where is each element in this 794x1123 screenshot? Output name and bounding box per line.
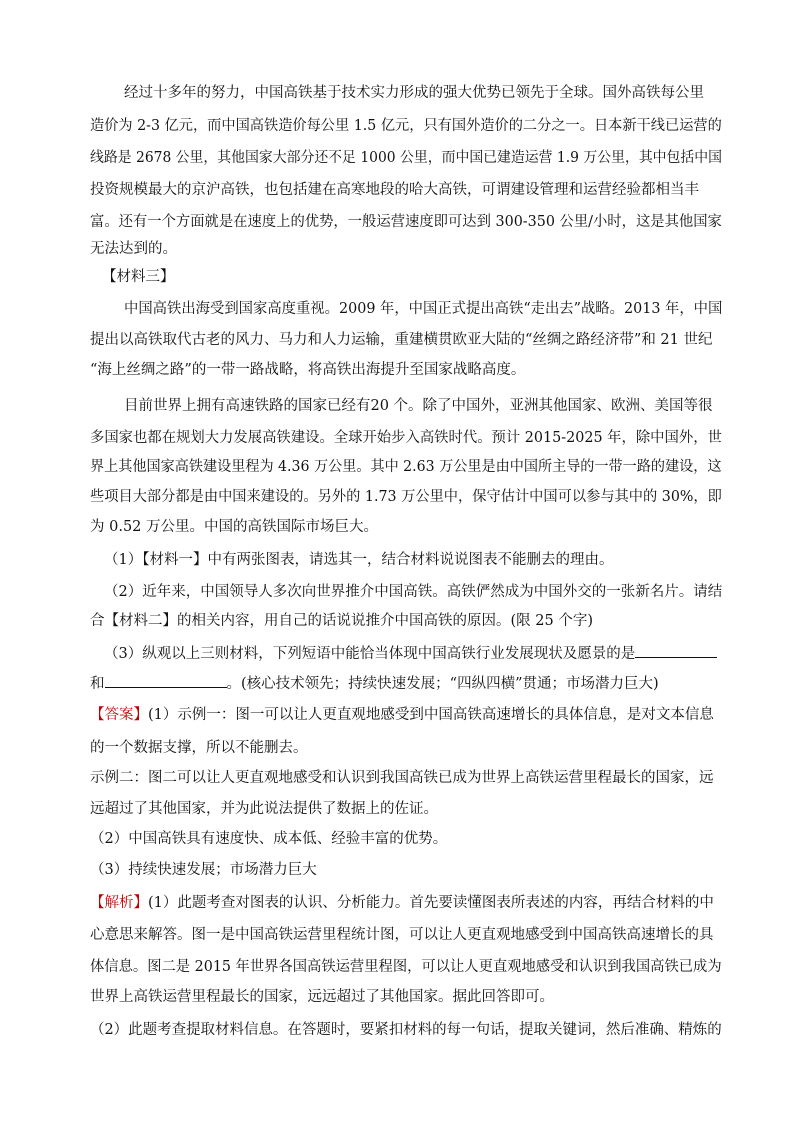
analysis-line: （2）此题考查提取材料信息。在答题时，要紧扣材料的每一句话，提取关键词，然后准确、精炼的	[90, 1022, 722, 1038]
text-line: 提出以高铁取代古老的风力、马力和人力运输，重建横贯欧亚大陆的“丝绸之路经济带”和 21 世纪	[90, 332, 713, 348]
text-line: 投资规模最大的京沪高铁，也包括建在高寒地段的哈大高铁，可谓建设管理和运营经验都相当丰	[90, 182, 699, 198]
material-3-heading: 【材料三】	[102, 269, 175, 285]
answer-tag: 【答案】	[90, 707, 148, 723]
text-line: “海上丝绸之路”的一带一路战略，将高铁出海提升至国家战略高度。	[90, 362, 526, 378]
answer-line: （3）持续快速发展；市场潜力巨大	[90, 862, 317, 878]
analysis-line: 心意思来解答。图一是中国高铁运营里程统计图，可以让人更直观地感受到中国高铁高速增长的具	[90, 927, 714, 943]
text-line: 造价为 2-3 亿元，而中国高铁造价每公里 1.5 亿元，只有国外造价的二分之一。日本新干线已运营的	[90, 118, 722, 134]
answer-line: 远超过了其他国家，并为此说法提供了数据上的佐证。	[90, 801, 438, 817]
text-line: 多国家也都在规划大力发展高铁建设。全球开始步入高铁时代。预计 2015-2025 年，除中国外，世	[90, 430, 722, 446]
question-3	[104, 643, 717, 664]
text-line: 为 0.52 万公里。中国的高铁国际市场巨大。	[90, 519, 379, 535]
analysis-line	[90, 893, 714, 913]
question-2-cont: 合【材料二】的相关内容，用自己的话说说推介中国高铁的原因。(限 25 个字)	[90, 613, 593, 629]
text-line: 界上其他国家高铁建设里程为 4.36 万公里。其中 2.63 万公里是由中国所主导的一带一路的建设，这	[90, 459, 722, 475]
analysis-line: 体信息。图二是 2015 年世界各国高铁运营里程图，可以让人更直观地感受和认识到我国高铁已成为	[90, 959, 722, 975]
text-line: 中国高铁出海受到国家高度重视。2009 年，中国正式提出高铁“走出去”战略。2013 年，中国	[124, 301, 723, 317]
analysis-line: 世界上高铁运营里程最长的国家，远远超过了其他国家。据此回答即可。	[90, 989, 554, 1005]
text-line: 目前世界上拥有高速铁路的国家已经有20 个。除了中国外，亚洲其他国家、欧洲、美国等很	[124, 398, 713, 414]
answer-line: 的一个数据支撑，所以不能删去。	[90, 740, 308, 756]
text-line: 富。还有一个方面就是在速度上的优势，一般运营速度即可达到 300-350 公里/小时，这是其他国家	[90, 214, 722, 230]
question-3-and: 和	[90, 676, 105, 692]
answer-line: （2）中国高铁具有速度快、成本低、经验丰富的优势。	[90, 831, 448, 847]
text-line: 无法达到的。	[90, 241, 177, 257]
question-1: （1）【材料一】中有两张图表，请选其一，结合材料说说图表不能删去的理由。	[104, 552, 614, 568]
question-2: （2）近年来，中国领导人多次向世界推介中国高铁。高铁俨然成为中国外交的一张新名片。请结	[104, 584, 723, 600]
answer-text: (1）示例一：图一可以让人更直观地感受到中国高铁高速增长的具体信息，是对文本信息	[148, 707, 714, 723]
question-3-text: （3）纵观以上三则材料，下列短语中能恰当体现中国高铁行业发展现状及愿景的是	[104, 646, 636, 662]
question-3-cont	[90, 673, 659, 694]
text-line: 些项目大部分都是由中国来建设的。另外的 1.73 万公里中，保守估计中国可以参与其中的 30%，即	[90, 489, 722, 505]
text-line: 线路是 2678 公里，其他国家大部分还不足 1000 公里，而中国已建造运营 1.9 万公里，其中包括中国	[90, 150, 722, 166]
answer-blank	[105, 673, 227, 688]
analysis-tag: 【解析】	[90, 895, 148, 911]
answer-line	[90, 705, 714, 725]
text-line: 经过十多年的努力，中国高铁基于技术实力形成的强大优势已领先于全球。国外高铁每公里	[124, 85, 704, 101]
answer-line: 示例二：图二可以让人更直观地感受和认识到我国高铁已成为世界上高铁运营里程最长的国家，远	[90, 770, 714, 786]
analysis-text: (1）此题考查对图表的认识、分析能力。首先要读懂图表所表述的内容，再结合材料的中	[148, 895, 714, 911]
question-3-options: 。(核心技术领先；持续快速发展；“四纵四横”贯通；市场潜力巨大)	[226, 676, 659, 692]
answer-blank	[635, 643, 717, 658]
